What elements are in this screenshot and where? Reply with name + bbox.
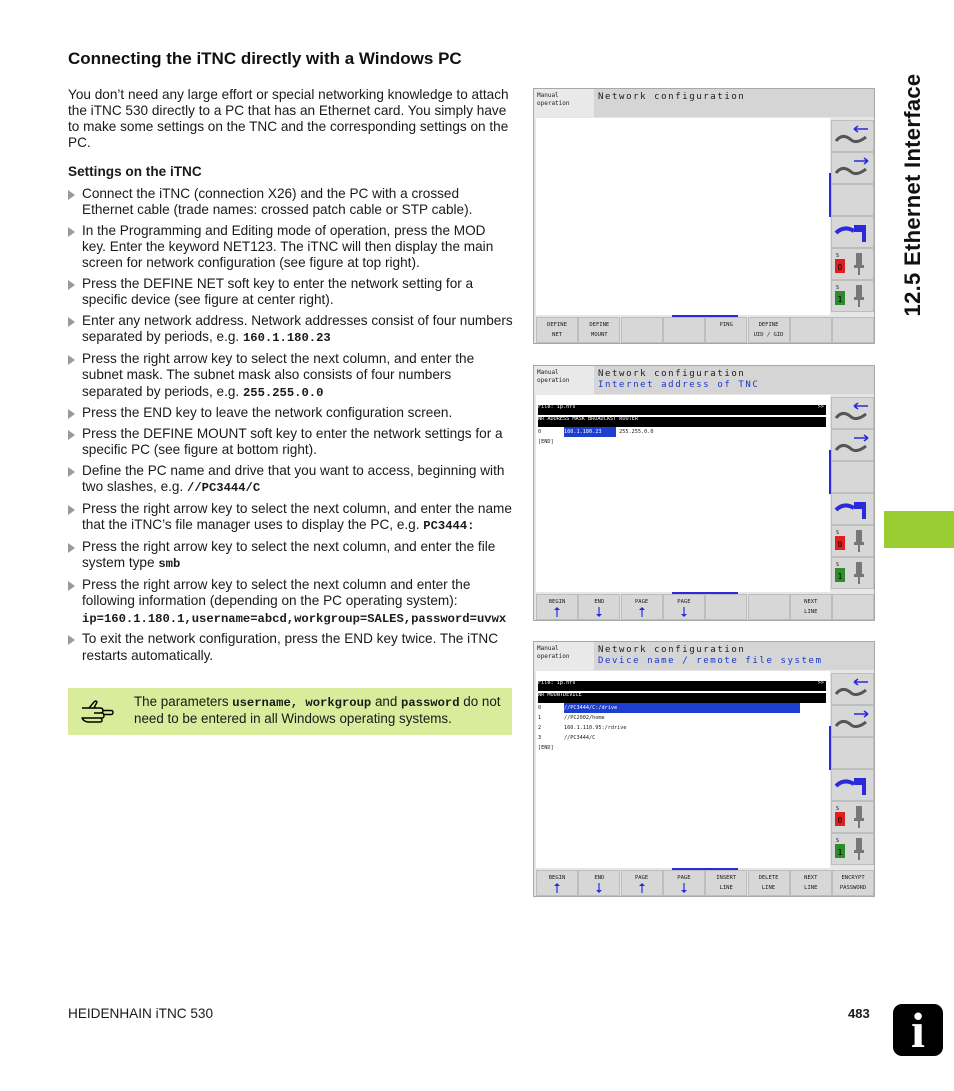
feed-left-icon	[831, 673, 874, 705]
bullet-arrow-icon	[68, 190, 75, 200]
row-value: 160.1.180.23	[564, 427, 616, 437]
side-softkey	[831, 461, 874, 493]
vertical-softkeys	[831, 671, 874, 868]
feed-left-icon	[831, 397, 874, 429]
softkey-label: END	[594, 875, 605, 881]
side-softkey	[831, 737, 874, 769]
settings-subheading: Settings on the iTNC	[68, 164, 202, 179]
file-bar: File: ip.nfs >>	[538, 405, 826, 415]
softkey-label: NET	[552, 332, 562, 338]
softkey[interactable]	[621, 317, 663, 343]
spindle-on-icon	[831, 833, 874, 865]
step-item	[68, 501, 513, 534]
softkey-label: PAGE	[677, 875, 691, 881]
softkey-label: BEGIN	[548, 875, 566, 881]
step-item	[68, 186, 513, 218]
softkey-label: INSERT	[716, 875, 737, 881]
softkey[interactable]	[748, 317, 790, 343]
bullet-arrow-icon	[68, 543, 75, 553]
screen-subtitle: Device name / remote file system	[598, 656, 823, 666]
row-number: 0	[538, 429, 542, 435]
bullet-arrow-icon	[68, 430, 75, 440]
tnc-screen	[533, 88, 875, 344]
step-text: To exit the network configuration, press the END key twice. The iTNC restarts automatically.	[82, 631, 499, 663]
step-code: 255.255.0.0	[242, 385, 324, 400]
bullet-arrow-icon	[68, 317, 75, 327]
tnc-screen	[533, 365, 875, 621]
step-text: Press the right arrow key to select the next column and enter the following information (depending on the PC operating system):	[82, 577, 471, 609]
step-item	[68, 405, 513, 421]
note-box	[68, 688, 512, 735]
row-number: 1	[538, 715, 542, 721]
softkey-label: DELETE	[758, 875, 779, 881]
feed-right-icon	[831, 429, 874, 461]
row-number: 2	[538, 725, 542, 731]
step-item	[68, 463, 513, 496]
mode-text: Manual	[537, 369, 559, 376]
step-code: ip=160.1.180.1,username=abcd,workgroup=SALES,password=uvwx	[82, 611, 507, 626]
step-code: 160.1.180.23	[242, 331, 331, 346]
softkey-label: BEGIN	[548, 599, 566, 605]
feed-right-icon	[831, 152, 874, 184]
table-row	[538, 713, 826, 723]
scroll-arrows: >>	[817, 404, 824, 410]
screen-title-text: Network configuration	[598, 369, 746, 379]
row-value: //PC2002/home	[564, 715, 605, 721]
step-item	[68, 313, 513, 346]
bullet-arrow-icon	[68, 505, 75, 515]
steps-list	[68, 186, 513, 668]
mode-text: operation	[537, 100, 570, 107]
screen-main-area	[536, 395, 830, 592]
step-code: smb	[158, 557, 181, 572]
vertical-softkeys	[831, 118, 874, 315]
info-icon: i	[893, 1004, 943, 1056]
screen-title-text: Network configuration	[598, 645, 746, 655]
chapter-tab-marker	[884, 511, 954, 548]
bullet-arrow-icon	[68, 581, 75, 591]
footer-manual-name: HEIDENHAIN iTNC 530	[68, 1006, 214, 1021]
step-text: Define the PC name and drive that you want to access, beginning with two slashes, e.g.	[82, 463, 505, 495]
feed-right-icon	[831, 705, 874, 737]
screen-title	[594, 366, 874, 394]
svg-text:0: 0	[837, 263, 843, 272]
screen-title	[594, 89, 874, 117]
step-code: PC3444:	[423, 519, 475, 534]
step-text: Press the END key to leave the network configuration screen.	[82, 405, 453, 421]
step-item	[68, 276, 513, 308]
softkey-label: NEXT	[804, 599, 818, 605]
bullet-arrow-icon	[68, 467, 75, 477]
screen-title	[594, 642, 874, 670]
step-text: Press the right arrow key to select the next column, and enter the subnet mask. The subnet mask also consists of four numbers separated by periods, e.g.	[82, 351, 475, 399]
step-text: Press the DEFINE NET soft key to enter the network setting for a specific device (see figure at center right).	[82, 276, 474, 308]
spindle-off-icon	[831, 525, 874, 557]
softkey[interactable]	[790, 594, 832, 620]
arrow-up-icon	[537, 883, 577, 893]
softkey[interactable]	[578, 317, 620, 343]
softkey-label: MOUNT	[591, 332, 608, 338]
spindle-on-icon	[831, 557, 874, 589]
bullet-arrow-icon	[68, 227, 75, 237]
section-heading: Connecting the iTNC directly with a Windows PC	[68, 49, 462, 68]
softkey-label: NEXT	[804, 875, 818, 881]
svg-text:S: S	[836, 562, 840, 568]
intro-paragraph: You don’t need any large effort or special networking knowledge to attach the iTNC 530 directly to a PC that has an Ethernet card. You simply have to make some settings on the TNC and the corresponding settings on the PC.	[68, 87, 509, 150]
softkey[interactable]	[621, 870, 663, 896]
spindle-off-icon	[831, 801, 874, 833]
svg-text:S: S	[836, 838, 840, 844]
step-item	[68, 577, 513, 627]
table-row	[538, 723, 826, 733]
mode-text: Manual	[537, 92, 559, 99]
step-item	[68, 539, 513, 572]
softkey[interactable]	[748, 594, 790, 620]
step-item	[68, 351, 513, 401]
step-item	[68, 631, 513, 663]
bullet-arrow-icon	[68, 355, 75, 365]
bullet-arrow-icon	[68, 280, 75, 290]
softkey-label: LINE	[761, 885, 776, 891]
feed-left-icon	[831, 120, 874, 152]
step-text: Press the right arrow key to select the next column, and enter the name that the iTNC’s file manager uses to display the PC, e.g.	[82, 501, 512, 533]
file-bar: File: ip.nfs >>	[538, 681, 826, 691]
softkey-label: ENCRYPT	[841, 875, 865, 881]
arrow-down-icon	[579, 883, 619, 893]
svg-text:0: 0	[837, 540, 843, 549]
softkey[interactable]	[578, 594, 620, 620]
step-item	[68, 426, 513, 458]
screen-subtitle: Internet address of TNC	[598, 380, 760, 390]
softkey[interactable]	[663, 870, 705, 896]
softkey-label: UID / GID	[753, 332, 784, 338]
softkey-label: PAGE	[634, 875, 649, 881]
arrow-up-icon	[622, 607, 662, 617]
mode-label	[534, 642, 594, 670]
softkey-label: END	[594, 599, 605, 605]
svg-text:S: S	[836, 530, 840, 536]
spindle-icon	[831, 216, 874, 248]
arrow-up-icon	[537, 607, 577, 617]
bullet-arrow-icon	[68, 409, 75, 419]
softkey[interactable]	[663, 594, 705, 620]
table-row	[538, 427, 826, 437]
softkey[interactable]	[705, 317, 747, 343]
row-number: [END]	[538, 745, 554, 751]
step-text: Enter any network address. Network addresses consist of four numbers separated by periods, e.g.	[82, 313, 513, 345]
softkey[interactable]	[621, 594, 663, 620]
softkey[interactable]	[705, 594, 747, 620]
arrow-down-icon	[579, 607, 619, 617]
softkey[interactable]	[663, 317, 705, 343]
screen-title-text: Network configuration	[598, 92, 746, 102]
softkey[interactable]	[578, 870, 620, 896]
config-table	[538, 403, 826, 447]
spindle-off-icon	[831, 248, 874, 280]
note-text: The parameters username, workgroup and password do not need to be entered in all Windows operating systems.	[134, 694, 501, 726]
bottom-softkeys	[536, 870, 874, 896]
config-table	[538, 679, 826, 753]
mode-text: operation	[537, 653, 570, 660]
softkey[interactable]	[748, 870, 790, 896]
screen-main-area	[536, 671, 830, 868]
row-mask: 255.255.0.0	[616, 429, 654, 435]
row-number: 3	[538, 735, 542, 741]
table-row	[538, 733, 826, 743]
table-row	[538, 703, 826, 713]
softkey-label: PASSWORD	[839, 885, 867, 891]
step-text: Press the right arrow key to select the next column, and enter the file system type	[82, 539, 496, 571]
mode-text: Manual	[537, 645, 559, 652]
vertical-softkeys	[831, 395, 874, 592]
softkey-label: DEFINE	[589, 322, 610, 328]
svg-text:S: S	[836, 285, 840, 291]
softkey[interactable]	[790, 870, 832, 896]
spindle-on-icon	[831, 280, 874, 312]
chapter-side-title: 12.5 Ethernet Interface	[900, 73, 925, 317]
softkey-label: LINE	[804, 885, 818, 891]
softkey[interactable]	[832, 870, 874, 896]
svg-text:1: 1	[837, 295, 843, 304]
pointing-hand-icon	[80, 699, 114, 723]
step-text: Connect the iTNC (connection X26) and the PC with a crossed Ethernet cable (trade names: crossed patch cable or STP cable).	[82, 186, 473, 218]
row-value: //PC3444/C:/drive	[564, 703, 800, 713]
table-row	[538, 437, 826, 447]
bottom-softkeys	[536, 594, 874, 620]
svg-text:1: 1	[837, 848, 843, 857]
softkey[interactable]	[536, 594, 578, 620]
bottom-softkeys	[536, 317, 874, 343]
mode-label	[534, 89, 594, 117]
softkey[interactable]	[705, 870, 747, 896]
softkey-label: PING	[719, 322, 733, 328]
header-bar: NR ADDRESS MASK BROADCAST ROUTER	[538, 417, 826, 427]
step-text: Press the DEFINE MOUNT soft key to enter the network settings for a specific PC (see figure at bottom right).	[82, 426, 503, 458]
arrow-up-icon	[622, 883, 662, 893]
row-value: //PC3444/C	[564, 735, 596, 741]
step-code: //PC3444/C	[187, 481, 261, 496]
row-value: 160.1.110.95:/rdrive	[564, 725, 627, 731]
tnc-screen	[533, 641, 875, 897]
softkey-label: PAGE	[677, 599, 691, 605]
softkey[interactable]	[536, 870, 578, 896]
softkey[interactable]	[790, 317, 832, 343]
svg-text:S: S	[836, 806, 840, 812]
mode-label	[534, 366, 594, 394]
softkey[interactable]	[536, 317, 578, 343]
softkey-label: LINE	[719, 885, 733, 891]
row-number: [END]	[538, 439, 554, 445]
scroll-arrows: >>	[817, 680, 824, 686]
mode-text: operation	[537, 377, 570, 384]
spindle-icon	[831, 493, 874, 525]
svg-text:0: 0	[837, 816, 843, 825]
softkey-label: LINE	[804, 609, 818, 615]
header-bar: NR MOUNTDEVICE	[538, 693, 826, 703]
bullet-arrow-icon	[68, 635, 75, 645]
softkey-label: PAGE	[634, 599, 649, 605]
softkey-label: DEFINE	[758, 322, 779, 328]
table-row	[538, 743, 826, 753]
softkey[interactable]	[832, 594, 874, 620]
softkey-label: DEFINE	[547, 322, 567, 328]
step-text: In the Programming and Editing mode of operation, press the MOD key. Enter the keyword NET123. The iTNC will then display the main screen for network configuration (see figure at top right).	[82, 223, 494, 271]
arrow-down-icon	[664, 883, 704, 893]
arrow-down-icon	[664, 607, 704, 617]
step-item	[68, 223, 513, 272]
spindle-icon	[831, 769, 874, 801]
screen-main-area	[536, 118, 830, 315]
svg-text:1: 1	[837, 572, 843, 581]
side-softkey	[831, 184, 874, 216]
softkey[interactable]	[832, 317, 874, 343]
row-number: 0	[538, 705, 542, 711]
svg-text:S: S	[836, 253, 840, 259]
page-number: 483	[848, 1006, 870, 1021]
